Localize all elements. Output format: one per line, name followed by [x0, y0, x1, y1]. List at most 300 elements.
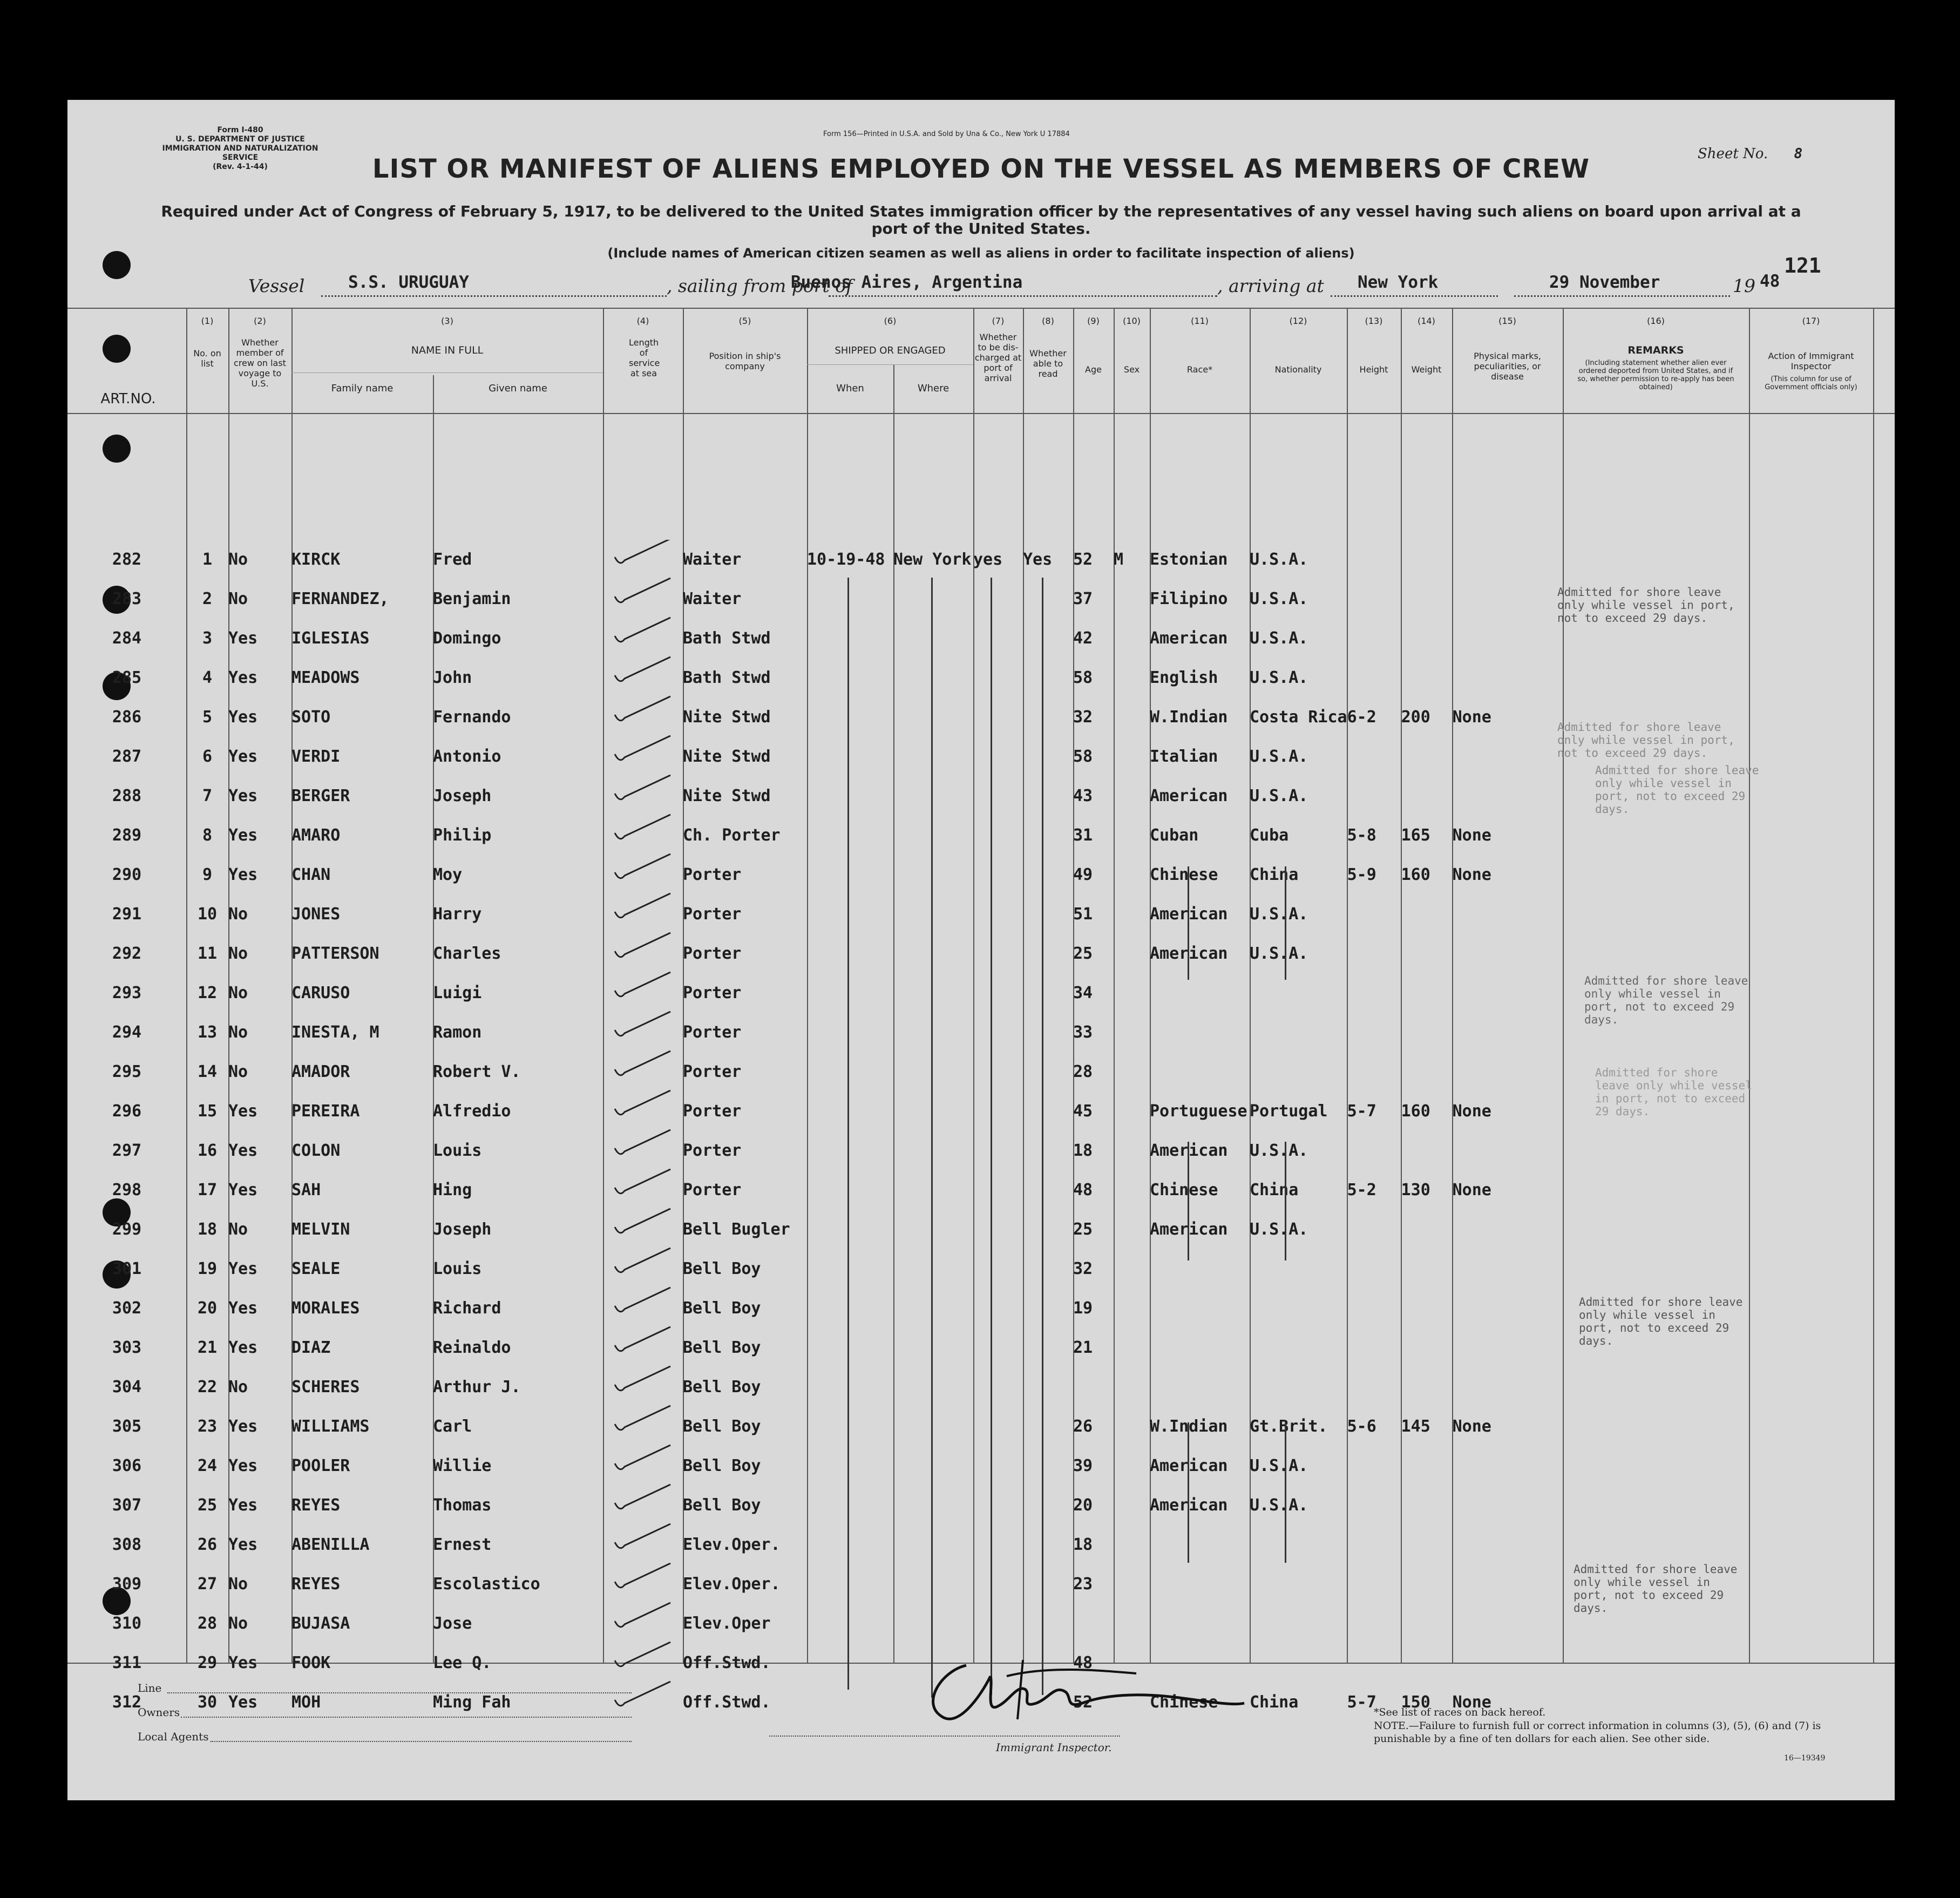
- table-row: [67, 737, 1563, 776]
- cell-nationality: Gt.Brit.: [1250, 1417, 1328, 1436]
- cell-shipped-where: [893, 579, 973, 619]
- cell-prev-voyage: Yes: [228, 787, 258, 805]
- owners-label: Owners: [138, 1706, 180, 1719]
- sheet-number: 8: [1794, 146, 1803, 162]
- cell-weight: 145: [1401, 1417, 1430, 1436]
- cell-weight: [1401, 579, 1453, 619]
- cell-shipped-when: [807, 776, 893, 816]
- cell-discharged: [973, 1446, 1023, 1486]
- cell-able-to-read: [1023, 1328, 1073, 1367]
- cell-height: [1347, 1486, 1401, 1525]
- cell-given-name: John: [433, 668, 472, 687]
- header-length-of-service: Length of service at sea: [629, 337, 660, 378]
- cell-able-to-read: [1023, 1131, 1073, 1170]
- col-num-11: (11): [1191, 316, 1209, 326]
- cell-discharged: [973, 1092, 1023, 1131]
- cell-nationality: U.S.A.: [1250, 589, 1308, 608]
- cell-list-no: 7: [202, 787, 213, 805]
- table-row: [67, 658, 1563, 697]
- port-underline: [829, 295, 1217, 297]
- table-row: [67, 1170, 1563, 1210]
- cell-able-to-read: [1023, 1210, 1073, 1249]
- cell-nationality: U.S.A.: [1250, 787, 1308, 805]
- cell-family-name: REYES: [291, 1575, 341, 1594]
- cell-able-to-read: [1023, 934, 1073, 973]
- form-code: 16—19349: [1784, 1754, 1826, 1763]
- cell-prev-voyage: No: [228, 1378, 248, 1397]
- table-row: [67, 776, 1563, 816]
- vessel-underline: [321, 295, 667, 297]
- cell-discharged: [973, 1289, 1023, 1328]
- agency-line1: U. S. DEPARTMENT OF JUSTICE: [175, 135, 305, 144]
- cell-given-name: Jose: [433, 1614, 472, 1633]
- fine-note: NOTE.—Failure to furnish full or correct information in columns (3), (5), (6) and (7) is punishable by a fine of ten dollars for each alien. See other side.: [1374, 1720, 1821, 1745]
- cell-shipped-when: [807, 816, 893, 855]
- cell-list-no: 10: [197, 905, 218, 924]
- cell-physical-marks: [1453, 1643, 1563, 1683]
- cell-art-no: 299: [112, 1220, 142, 1239]
- cell-position: Elev.Oper: [683, 1614, 771, 1633]
- cell-art-no: 310: [112, 1614, 142, 1633]
- cell-able-to-read: [1023, 658, 1073, 697]
- cell-age: 43: [1073, 787, 1093, 805]
- cell-position: Off.Stwd.: [683, 1693, 771, 1712]
- cell-sex: [1114, 1289, 1150, 1328]
- cell-shipped-when: [807, 1683, 893, 1722]
- cell-shipped-when: [807, 1052, 893, 1092]
- cell-able-to-read: [1023, 973, 1073, 1013]
- cell-shipped-where: [893, 1052, 973, 1092]
- cell-shipped-when: [807, 1604, 893, 1643]
- cell-weight: [1401, 1486, 1453, 1525]
- table-row: [67, 855, 1563, 894]
- cell-family-name: SAH: [291, 1181, 321, 1199]
- cell-weight: [1401, 1604, 1453, 1643]
- cell-family-name: REYES: [291, 1496, 341, 1515]
- cell-physical-marks: [1453, 776, 1563, 816]
- cell-prev-voyage: Yes: [228, 1338, 258, 1357]
- cell-able-to-read: [1023, 776, 1073, 816]
- cell-family-name: VERDI: [291, 747, 341, 766]
- cell-family-name: INESTA, M: [291, 1023, 379, 1042]
- cell-list-no: 11: [197, 944, 218, 963]
- col-num-3: (3): [441, 316, 453, 326]
- cell-position: Porter: [683, 984, 742, 1002]
- table-row: [67, 619, 1563, 658]
- cell-given-name: Antonio: [433, 747, 501, 766]
- cell-shipped-when: [807, 1170, 893, 1210]
- cell-sex: [1114, 1249, 1150, 1289]
- checkmark: [615, 854, 670, 878]
- cell-age: 42: [1073, 629, 1093, 648]
- cell-height: 5-6: [1347, 1417, 1376, 1436]
- cell-physical-marks: [1453, 1367, 1563, 1407]
- cell-given-name: Ernest: [433, 1535, 492, 1554]
- col-num-17: (17): [1802, 316, 1820, 326]
- cell-list-no: 9: [202, 865, 213, 884]
- cell-shipped-where: [893, 816, 973, 855]
- cell-nationality: [1250, 973, 1347, 1013]
- table-row: [67, 1367, 1563, 1407]
- cell-able-to-read: [1023, 1289, 1073, 1328]
- cell-shipped-when: [807, 697, 893, 737]
- cell-given-name: Escolastico: [433, 1575, 540, 1594]
- cell-shipped-when: [807, 1210, 893, 1249]
- cell-physical-marks: [1453, 1328, 1563, 1367]
- cell-physical-marks: None: [1452, 826, 1491, 845]
- checkmark: [615, 815, 670, 839]
- cell-height: [1347, 973, 1401, 1013]
- cell-position: Waiter: [683, 550, 742, 569]
- cell-position: Bell Boy: [683, 1496, 761, 1515]
- cell-race: American: [1150, 1141, 1228, 1160]
- cell-art-no: 292: [112, 944, 142, 963]
- cell-list-no: 12: [197, 984, 218, 1002]
- vessel-name: S.S. URUGUAY: [348, 273, 469, 292]
- cell-race: English: [1150, 668, 1218, 687]
- cell-age: 18: [1073, 1535, 1093, 1554]
- cell-art-no: 308: [112, 1535, 142, 1554]
- cell-position: Bell Boy: [683, 1456, 761, 1475]
- cell-height: [1347, 1604, 1401, 1643]
- cell-weight: [1401, 776, 1453, 816]
- cell-race: Chinese: [1150, 1181, 1218, 1199]
- table-row: [67, 1643, 1563, 1683]
- cell-race: Estonian: [1150, 550, 1228, 569]
- cell-race: [1150, 1367, 1250, 1407]
- ditto-line: [847, 578, 849, 1690]
- cell-able-to-read: Yes: [1023, 550, 1053, 569]
- cell-weight: [1401, 1052, 1453, 1092]
- cell-nationality: U.S.A.: [1250, 1220, 1308, 1239]
- col-num-6: (6): [884, 316, 897, 326]
- cell-race: [1150, 973, 1250, 1013]
- cell-able-to-read: [1023, 816, 1073, 855]
- cell-art-no: 305: [112, 1417, 142, 1436]
- cell-art-no: 285: [112, 668, 142, 687]
- agency-line2: IMMIGRATION AND NATURALIZATION SERVICE: [162, 144, 318, 162]
- cell-given-name: Ming Fah: [433, 1693, 511, 1712]
- cell-position: Porter: [683, 1023, 742, 1042]
- cell-height: [1347, 1052, 1401, 1092]
- cell-family-name: MOH: [291, 1693, 321, 1712]
- cell-shipped-when: [807, 1564, 893, 1604]
- cell-art-no: 293: [112, 984, 142, 1002]
- header-nationality: Nationality: [1274, 364, 1322, 375]
- cell-sex: [1114, 697, 1150, 737]
- cell-prev-voyage: Yes: [228, 865, 258, 884]
- cell-prev-voyage: Yes: [228, 1259, 258, 1278]
- cell-shipped-when: [807, 1249, 893, 1289]
- cell-shipped-where: [893, 697, 973, 737]
- cell-nationality: U.S.A.: [1250, 905, 1308, 924]
- col-num-9: (9): [1087, 316, 1100, 326]
- cell-shipped-where: [893, 855, 973, 894]
- header-discharged: Whether to be dis-charged at port of arrival: [974, 332, 1022, 383]
- cell-race: American: [1150, 1496, 1228, 1515]
- cell-list-no: 18: [197, 1220, 218, 1239]
- cell-prev-voyage: Yes: [228, 1141, 258, 1160]
- cell-height: 5-8: [1347, 826, 1376, 845]
- page-title: LIST OR MANIFEST OF ALIENS EMPLOYED ON THE VESSEL AS MEMBERS OF CREW: [372, 154, 1590, 184]
- cell-nationality: U.S.A.: [1250, 550, 1308, 569]
- cell-height: 5-2: [1347, 1181, 1376, 1199]
- cell-position: Bell Bugler: [683, 1220, 790, 1239]
- cell-position: Porter: [683, 1062, 742, 1081]
- form-number: Form I-480: [217, 126, 263, 134]
- cell-position: Off.Stwd.: [683, 1653, 771, 1672]
- cell-position: Elev.Oper.: [683, 1535, 781, 1554]
- checkmark: [615, 1682, 670, 1706]
- table-row: [67, 973, 1563, 1013]
- cell-discharged: [973, 1210, 1023, 1249]
- cell-physical-marks: None: [1452, 1102, 1491, 1121]
- cell-prev-voyage: No: [228, 1023, 248, 1042]
- table-row: [67, 540, 1563, 579]
- cell-family-name: SOTO: [291, 708, 331, 727]
- cell-shipped-where: [893, 934, 973, 973]
- cell-height: 6-2: [1347, 708, 1376, 727]
- cell-position: Bell Boy: [683, 1417, 761, 1436]
- cell-given-name: Domingo: [433, 629, 501, 648]
- cell-given-name: Carl: [433, 1417, 472, 1436]
- cell-family-name: SEALE: [291, 1259, 341, 1278]
- cell-race: American: [1150, 1220, 1228, 1239]
- cell-race: [1150, 1525, 1250, 1564]
- cell-able-to-read: [1023, 1013, 1073, 1052]
- cell-shipped-where: [893, 1407, 973, 1446]
- table-row: [67, 1092, 1563, 1131]
- cell-shipped-when: [807, 619, 893, 658]
- cell-list-no: 13: [197, 1023, 218, 1042]
- cell-list-no: 6: [202, 747, 213, 766]
- cell-position: Porter: [683, 905, 742, 924]
- cell-shipped-when: [807, 1289, 893, 1328]
- cell-sex: [1114, 855, 1150, 894]
- cell-family-name: FERNANDEZ,: [291, 589, 389, 608]
- cell-list-no: 30: [197, 1693, 218, 1712]
- remark-286: Admitted for shore leave only while vessel in port, not to exceed 29 days.: [1557, 586, 1735, 625]
- col-num-7: (7): [992, 316, 1005, 326]
- cell-shipped-when: [807, 1486, 893, 1525]
- header-prev-voyage: Whether member of crew on last voyage to U.S.: [234, 337, 286, 389]
- subheader-rule: [291, 372, 603, 373]
- cell-prev-voyage: Yes: [228, 1496, 258, 1515]
- cell-sex: [1114, 934, 1150, 973]
- cell-shipped-where: [893, 1131, 973, 1170]
- cell-age: 28: [1073, 1062, 1093, 1081]
- cell-family-name: COLON: [291, 1141, 341, 1160]
- cell-list-no: 25: [197, 1496, 218, 1515]
- cell-shipped-when: [807, 1446, 893, 1486]
- cell-height: 5-7: [1347, 1102, 1376, 1121]
- cell-prev-voyage: No: [228, 944, 248, 963]
- cell-age: 33: [1073, 1023, 1093, 1042]
- cell-height: 5-7: [1347, 1693, 1376, 1712]
- cell-height: [1347, 1210, 1401, 1249]
- cell-age: 32: [1073, 708, 1093, 727]
- cell-sex: [1114, 1446, 1150, 1486]
- cell-position: Elev.Oper.: [683, 1575, 781, 1594]
- sheet-label: Sheet No.: [1698, 146, 1768, 162]
- remark-312: Admitted for shore leave only while vessel in port, not to exceed 29 days.: [1574, 1563, 1738, 1615]
- header-shipped-engaged: SHIPPED OR ENGAGED: [835, 345, 946, 356]
- cell-shipped-when: [807, 894, 893, 934]
- cell-age: [1073, 1367, 1114, 1407]
- cell-race: American: [1150, 944, 1228, 963]
- date-underline: [1514, 295, 1730, 297]
- cell-sex: [1114, 1328, 1150, 1367]
- cell-nationality: [1250, 1328, 1347, 1367]
- cell-sex: M: [1114, 550, 1124, 569]
- remark-296: Admitted for shore leave only while vessel in port, not to exceed 29 days.: [1584, 974, 1748, 1026]
- cell-shipped-when: [807, 1643, 893, 1683]
- cell-age: 58: [1073, 668, 1093, 687]
- cell-list-no: 24: [197, 1456, 218, 1475]
- cell-given-name: Reinaldo: [433, 1338, 511, 1357]
- cell-weight: [1401, 1249, 1453, 1289]
- cell-age: 49: [1073, 865, 1093, 884]
- cell-weight: 160: [1401, 865, 1430, 884]
- cell-sex: [1114, 1407, 1150, 1446]
- cell-weight: [1401, 658, 1453, 697]
- cell-sex: [1114, 1525, 1150, 1564]
- cell-physical-marks: [1453, 934, 1563, 973]
- year-suffix: 48: [1760, 272, 1780, 291]
- cell-nationality: Cuba: [1250, 826, 1289, 845]
- cell-art-no: 287: [112, 747, 142, 766]
- cell-prev-voyage: No: [228, 550, 248, 569]
- cell-able-to-read: [1023, 579, 1073, 619]
- cell-race: [1150, 1013, 1250, 1052]
- cell-weight: [1401, 1564, 1453, 1604]
- ditto-line: [1285, 1142, 1286, 1260]
- cell-age: 20: [1073, 1496, 1093, 1515]
- cell-sex: [1114, 776, 1150, 816]
- cell-height: [1347, 540, 1401, 579]
- cell-discharged: [973, 1170, 1023, 1210]
- cell-weight: [1401, 540, 1453, 579]
- cell-race: American: [1150, 1456, 1228, 1475]
- race-note: *See list of races on back hereof.: [1374, 1706, 1546, 1718]
- cell-position: Porter: [683, 944, 742, 963]
- cell-physical-marks: [1453, 1289, 1563, 1328]
- col-num-12: (12): [1289, 316, 1307, 326]
- cell-age: 45: [1073, 1102, 1093, 1121]
- cell-race: [1150, 1328, 1250, 1367]
- cell-family-name: MORALES: [291, 1299, 360, 1318]
- inspector-label: Immigrant Inspector.: [996, 1741, 1112, 1754]
- cell-physical-marks: [1453, 658, 1563, 697]
- arrival-underline: [1331, 295, 1498, 297]
- cell-age: 25: [1073, 1220, 1093, 1239]
- cell-weight: [1401, 1643, 1453, 1683]
- cell-family-name: BERGER: [291, 787, 350, 805]
- cell-physical-marks: [1453, 1210, 1563, 1249]
- checkmark: [615, 540, 670, 563]
- cell-shipped-where: New York: [893, 550, 972, 569]
- header-given-name: Given name: [489, 383, 547, 394]
- checkmark: [615, 1209, 670, 1233]
- cell-physical-marks: [1453, 737, 1563, 776]
- checkmark: [615, 972, 670, 997]
- cell-family-name: BUJASA: [291, 1614, 350, 1633]
- checkmark: [615, 1287, 670, 1312]
- form-revision: (Rev. 4-1-44): [213, 162, 268, 171]
- cell-list-no: 26: [197, 1535, 218, 1554]
- cell-physical-marks: [1453, 1604, 1563, 1643]
- cell-given-name: Ramon: [433, 1023, 482, 1042]
- punch-hole: [103, 335, 131, 363]
- cell-weight: 160: [1401, 1102, 1430, 1121]
- cell-position: Porter: [683, 1141, 742, 1160]
- cell-physical-marks: [1453, 1013, 1563, 1052]
- cell-height: [1347, 1564, 1401, 1604]
- cell-art-no: 311: [112, 1653, 142, 1672]
- cell-prev-voyage: No: [228, 589, 248, 608]
- cell-family-name: AMADOR: [291, 1062, 350, 1081]
- cell-art-no: 298: [112, 1181, 142, 1199]
- header-family-name: Family name: [331, 383, 394, 394]
- cell-race: American: [1150, 905, 1228, 924]
- cell-position: Waiter: [683, 589, 742, 608]
- table-row: [67, 816, 1563, 855]
- cell-nationality: U.S.A.: [1250, 1496, 1308, 1515]
- cell-height: [1347, 1367, 1401, 1407]
- cell-height: [1347, 1249, 1401, 1289]
- cell-able-to-read: [1023, 697, 1073, 737]
- cell-weight: 200: [1401, 708, 1430, 727]
- subtitle-1: Required under Act of Congress of February 5, 1917, to be delivered to the United States immigration officer by the representatives of any vessel having such aliens on board upon arrival at a: [161, 202, 1801, 220]
- col-num-10: (10): [1123, 316, 1141, 326]
- cell-discharged: [973, 1525, 1023, 1564]
- cell-shipped-where: [893, 1328, 973, 1367]
- cell-prev-voyage: No: [228, 1575, 248, 1594]
- cell-age: 58: [1073, 747, 1093, 766]
- cell-art-no: 303: [112, 1338, 142, 1357]
- cell-sex: [1114, 1092, 1150, 1131]
- cell-shipped-where: [893, 1013, 973, 1052]
- cell-weight: 130: [1401, 1181, 1430, 1199]
- header-when: When: [836, 383, 864, 394]
- cell-shipped-when: [807, 579, 893, 619]
- cell-physical-marks: None: [1452, 865, 1491, 884]
- cell-given-name: Benjamin: [433, 589, 511, 608]
- cell-list-no: 29: [197, 1653, 218, 1672]
- cell-list-no: 27: [197, 1575, 218, 1594]
- cell-nationality: China: [1250, 1181, 1299, 1199]
- cell-shipped-when: [807, 737, 893, 776]
- header-race: Race*: [1186, 364, 1213, 375]
- cell-shipped-when: [807, 658, 893, 697]
- cell-position: Porter: [683, 865, 742, 884]
- cell-shipped-where: [893, 1170, 973, 1210]
- cell-race: W.Indian: [1150, 1417, 1228, 1436]
- cell-race: American: [1150, 787, 1228, 805]
- cell-weight: [1401, 737, 1453, 776]
- cell-discharged: [973, 1367, 1023, 1407]
- cell-shipped-when: [807, 934, 893, 973]
- cell-shipped-when: [807, 1367, 893, 1407]
- cell-physical-marks: [1453, 973, 1563, 1013]
- crew-table: [67, 540, 1563, 1722]
- ditto-line: [1188, 1142, 1189, 1260]
- cell-family-name: JONES: [291, 905, 341, 924]
- cell-physical-marks: None: [1452, 1693, 1491, 1712]
- cell-given-name: Alfredio: [433, 1102, 511, 1121]
- table-row: [67, 894, 1563, 934]
- table-row: [67, 579, 1563, 619]
